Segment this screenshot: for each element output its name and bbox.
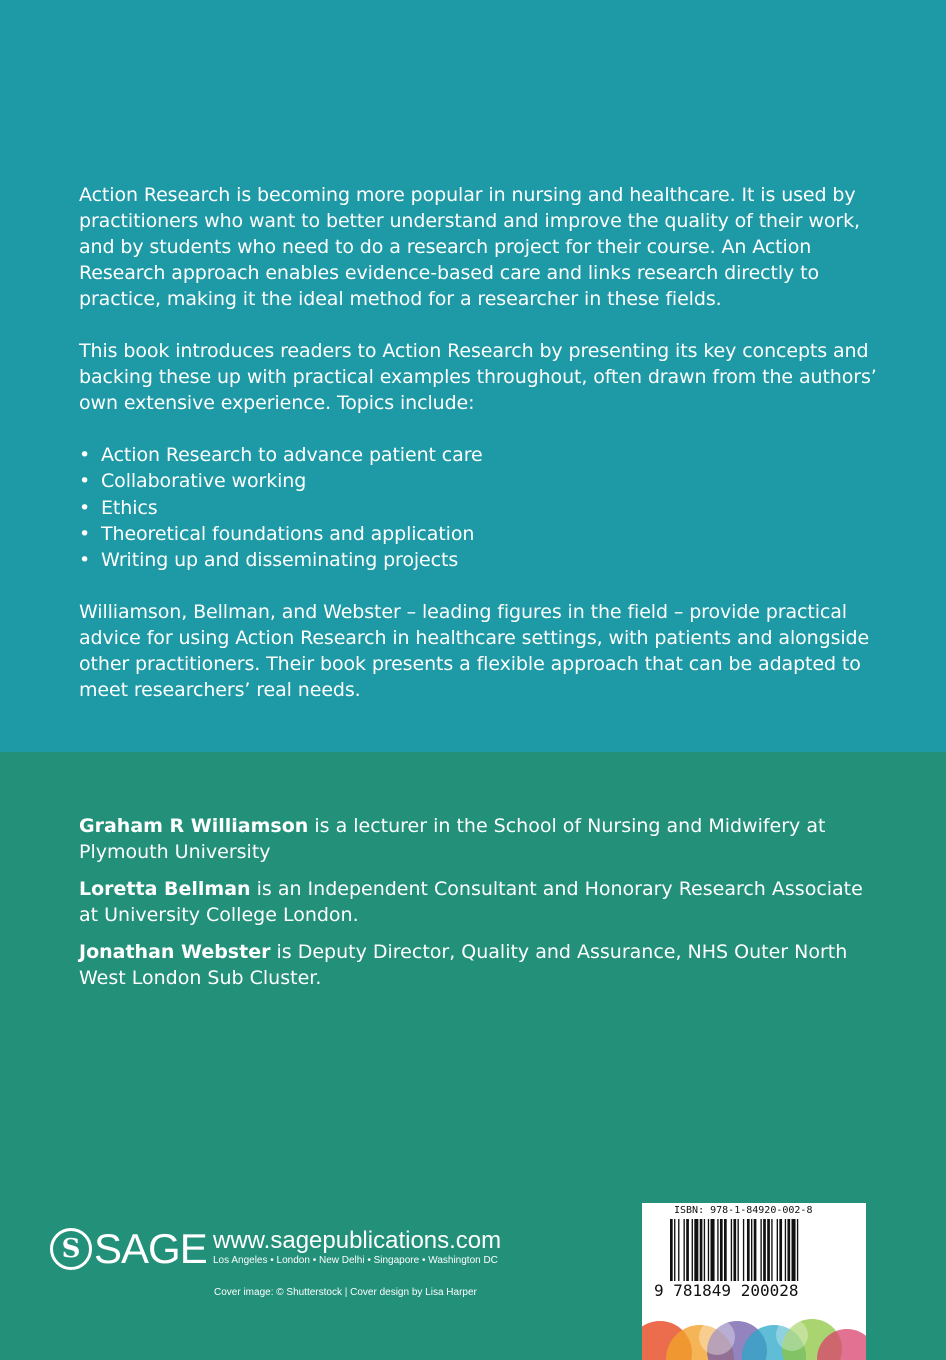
publisher-cities: Los Angeles • London • New Delhi • Singapore • Washington DC (213, 1255, 498, 1266)
list-item (79, 442, 879, 468)
author-description: is an Independent Consultant and Honorary Research Associate at University College London. (79, 878, 863, 926)
author-bio (79, 939, 879, 991)
isbn-barcode-box (642, 1203, 866, 1360)
list-item (79, 521, 879, 547)
bullet-icon: • (79, 470, 91, 493)
author-description: is a lecturer in the School of Nursing and Midwifery at Plymouth University (79, 815, 826, 863)
isbn-label: ISBN: 978-1-84920-002-8 (674, 1205, 813, 1216)
bullet-icon: • (79, 496, 91, 519)
blurb-section (79, 182, 879, 729)
decorative-circles-icon (642, 1307, 866, 1360)
blurb-paragraph-2: This book introduces readers to Action Research by presenting its key concepts and backing these up with practical examples throughout, often drawn from the authors’ own extensive experience. Topics include: (79, 340, 877, 414)
author-name: Graham R Williamson (79, 815, 309, 837)
barcode-digits: 9 781849 200028 (654, 1281, 799, 1300)
bullet-icon: • (79, 549, 91, 572)
list-item (79, 495, 879, 521)
publisher-url: www.sagepublications.com (213, 1227, 502, 1254)
list-item (79, 547, 879, 573)
barcode-icon (670, 1219, 840, 1283)
topic-text: Writing up and disseminating projects (101, 549, 459, 572)
sage-logo-word: SAGE (94, 1225, 207, 1272)
author-name: Jonathan Webster (79, 941, 271, 963)
topics-list (79, 442, 879, 573)
sage-logo-circle-icon: S (50, 1228, 92, 1270)
blurb-paragraph-1: Action Research is becoming more popular in nursing and healthcare. It is used by practitioners who want to better understand and improve the quality of their work, and by students who need to do a research project for their course. An Action Research approach enables evidence-based care and links research directly to practice, making it the ideal method for a researcher in these fields. (79, 184, 860, 310)
author-bios (79, 813, 879, 1002)
bullet-icon: • (79, 444, 91, 466)
blurb-paragraph-3: Williamson, Bellman, and Webster – leading figures in the field – provide practical advice for using Action Research in healthcare settings, with patients and alongside other practitioners. Their book presents a flexible approach that can be adapted to meet researchers’ real needs. (79, 601, 870, 702)
author-description: is Deputy Director, Quality and Assurance, NHS Outer North West London Sub Cluster. (79, 941, 848, 989)
bullet-icon: • (79, 522, 91, 545)
list-item (79, 468, 879, 494)
author-bio (79, 813, 879, 865)
cover-credits: Cover image: © Shutterstock | Cover design by Lisa Harper (214, 1287, 477, 1298)
topic-text: Collaborative working (101, 470, 307, 493)
author-bio (79, 876, 879, 928)
sage-logo (50, 1227, 207, 1271)
topic-text: Ethics (101, 496, 158, 519)
topic-text: Theoretical foundations and application (101, 522, 475, 545)
author-name: Loretta Bellman (79, 878, 251, 900)
topic-text: Action Research to advance patient care (101, 444, 483, 466)
